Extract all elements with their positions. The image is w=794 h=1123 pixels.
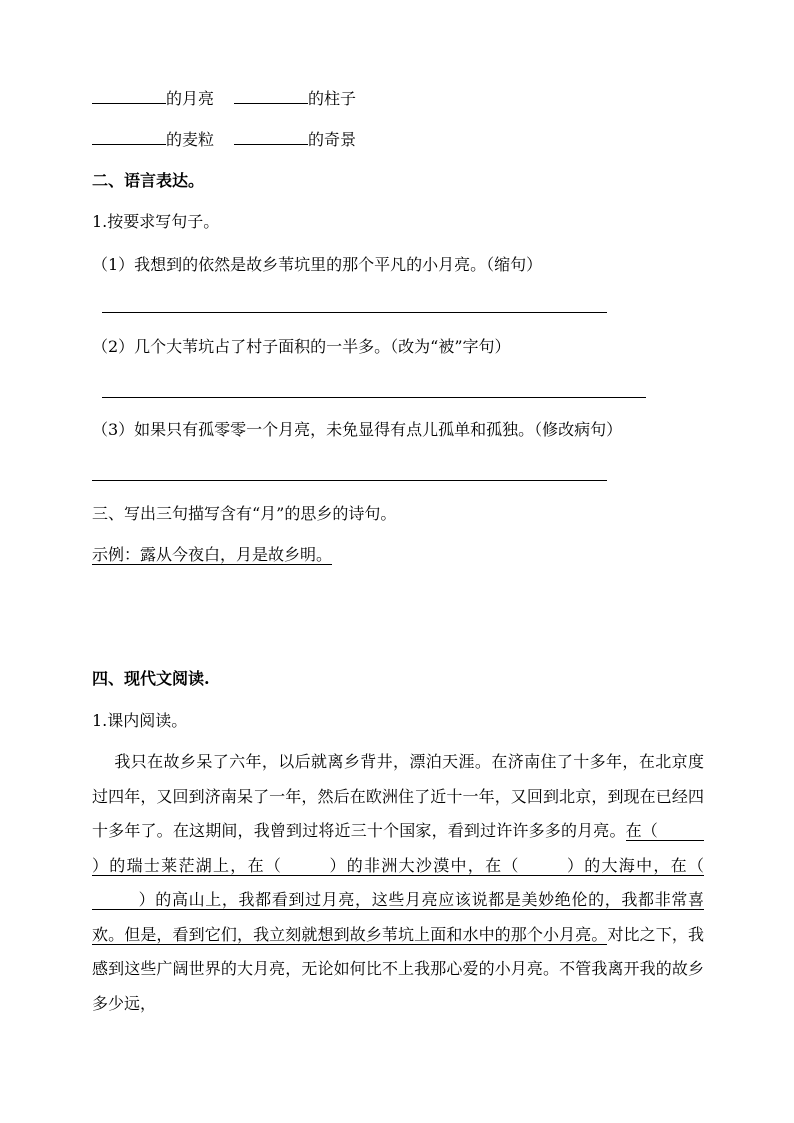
sentence-task-1: （1）我想到的依然是故乡苇坑里的那个平凡的小月亮。（缩句）: [92, 255, 543, 274]
blank-suffix: 的奇景: [308, 130, 357, 149]
sentence-task-2: （2）几个大苇坑占了村子面积的一半多。（改为“被”字句）: [92, 337, 511, 356]
reading-passage: [92, 745, 704, 1021]
section3-heading: 三、写出三句描写含有“月”的思乡的诗句。: [92, 504, 397, 523]
poem-example: [92, 545, 332, 565]
passage-text-end: 对比之下，我感到这些广阔世界的大月亮，无论如何比不上我那心爱的小月亮。不管我离开我的故乡多少远，: [92, 924, 704, 1013]
blank-field[interactable]: [234, 88, 308, 104]
passage-underlined: 在（）的瑞士莱茫湖上，在（ ）的非洲大沙漠中，在（ ）的大海中，在（）的高山上，我都看到过月亮，这些月亮应该说都是美妙绝伦的，我都非常喜欢。但是，看到它们，我立刻就想到故乡苇坑上面和水中的那个小月亮。: [92, 821, 704, 944]
passage-text: 我只在故乡呆了六年，以后就离乡背井，漂泊天涯。在济南住了十多年，在北京度过四年，又回到济南呆了一年，然后在欧洲住了近十一年，又回到北京，到现在已经四十多年了。在这期间，我曾到过将近三十个国家，看到过许许多多的月亮。: [92, 752, 704, 840]
blank-suffix: 的麦粒: [166, 130, 215, 149]
answer-line-2[interactable]: [102, 397, 646, 398]
question-2-1: 1.按要求写句子。: [92, 212, 220, 231]
blank-suffix: 的月亮: [166, 89, 215, 108]
section4-heading: 四、现代文阅读.: [92, 669, 210, 688]
fill-row-2: [92, 129, 356, 150]
poem-example-text: 示例：露从今夜白，月是故乡明。: [92, 545, 333, 564]
blank-field[interactable]: [234, 129, 308, 145]
blank-field[interactable]: [92, 88, 166, 104]
section2-heading: 二、语言表达。: [92, 171, 205, 190]
sentence-task-3: （3）如果只有孤零零一个月亮，未免显得有点儿孤单和孤独。（修改病句）: [92, 420, 623, 439]
question-4-1: 1.课内阅读。: [92, 711, 188, 730]
answer-line-3[interactable]: [92, 480, 607, 481]
answer-line-1[interactable]: [102, 312, 607, 313]
blank-field[interactable]: [92, 129, 166, 145]
fill-row-1: [92, 88, 356, 109]
blank-suffix: 的柱子: [308, 89, 357, 108]
